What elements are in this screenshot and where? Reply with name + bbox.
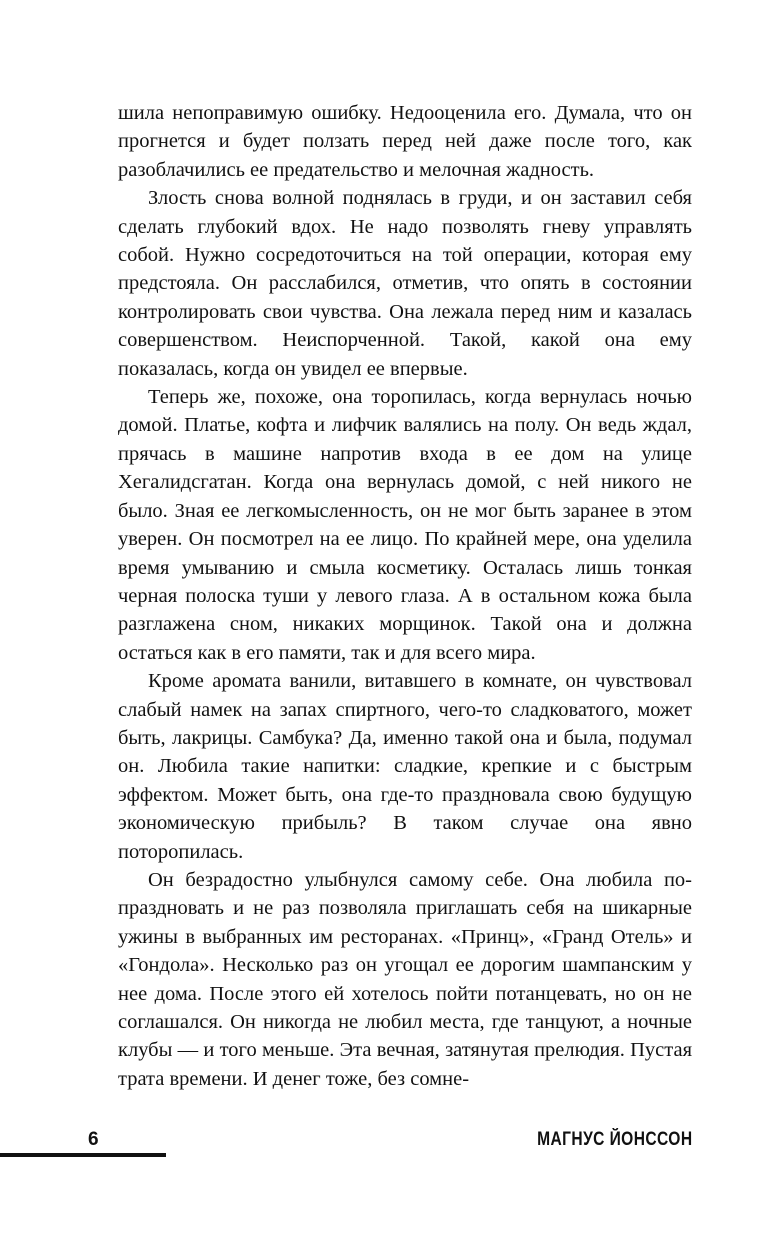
paragraph-3: Теперь же, похоже, она торопилась, когда вернулась ночью домой. Платье, кофта и лифчик валялись на полу. Он ведь ждал, прячась в машине напротив входа в ее дом на улице Хегалидсгатан. Когда она вернулась домой, с ней никого не было. Зная ее легкомысленность, он не мог быть заранее в этом уверен. Он посмотрел на ее лицо. По крайней мере, она уделила время умыванию и смыла косметику. Осталась лишь тонкая черная полоска туши у левого глаза. А в остальном кожа была разглажена сном, никаких морщинок. Такой она и должна остаться как в его памяти, так и для всего мира. [118, 386, 692, 664]
footer-rule [0, 1153, 166, 1157]
paragraph-1: шила непоправимую ошибку. Недооценила его. Думала, что он прогнется и будет ползать перед ней даже после того, как разоблачились ее предательство и мелочная жадность. [118, 102, 692, 181]
page-footer [0, 1128, 768, 1168]
body-text [118, 99, 692, 1093]
paragraph-4: Кроме аромата ванили, витавшего в комнате, он чувствовал слабый намек на запах спиртного, чего-то сладковатого, может быть, лакрицы. Самбука? Да, именно такой она и была, подумал он. Любила такие напитки: сладкие, крепкие и с быстрым эффектом. Может быть, она где-то праздновала свою будущую экономическую прибыль? В таком случае она явно поторопилась. [118, 670, 692, 863]
running-head-author: МАГНУС ЙОНССОН [536, 1129, 692, 1150]
paragraph-2: Злость снова волной поднялась в груди, и он заставил себя сделать глубокий вдох. Не надо позволять гневу управлять собой. Нужно сосредоточиться на той операции, которая ему предстояла. Он расслабился, отметив, что опять в состоянии контролировать свои чувства. Она лежала перед ним и казалась совершенством. Неиспорченной. Такой, какой она ему показалась, когда он увидел ее впервые. [118, 187, 692, 380]
page-number: 6 [88, 1129, 99, 1150]
paragraph-5: Он безрадостно улыбнулся самому себе. Она любила попраздновать и не раз позволяла приглашать себя на шикарные ужины в выбранных им ресторанах. «Принц», «Гранд Отель» и «Гондола». Несколько раз он угощал ее дорогим шампанским у нее дома. После этого ей хотелось пойти потанцевать, но он не соглашался. Он никогда не любил места, где танцуют, а ночные клубы — и того меньше. Эта вечная, затянутая прелюдия. Пустая трата времени. И денег тоже, без сомне- [118, 868, 692, 1090]
